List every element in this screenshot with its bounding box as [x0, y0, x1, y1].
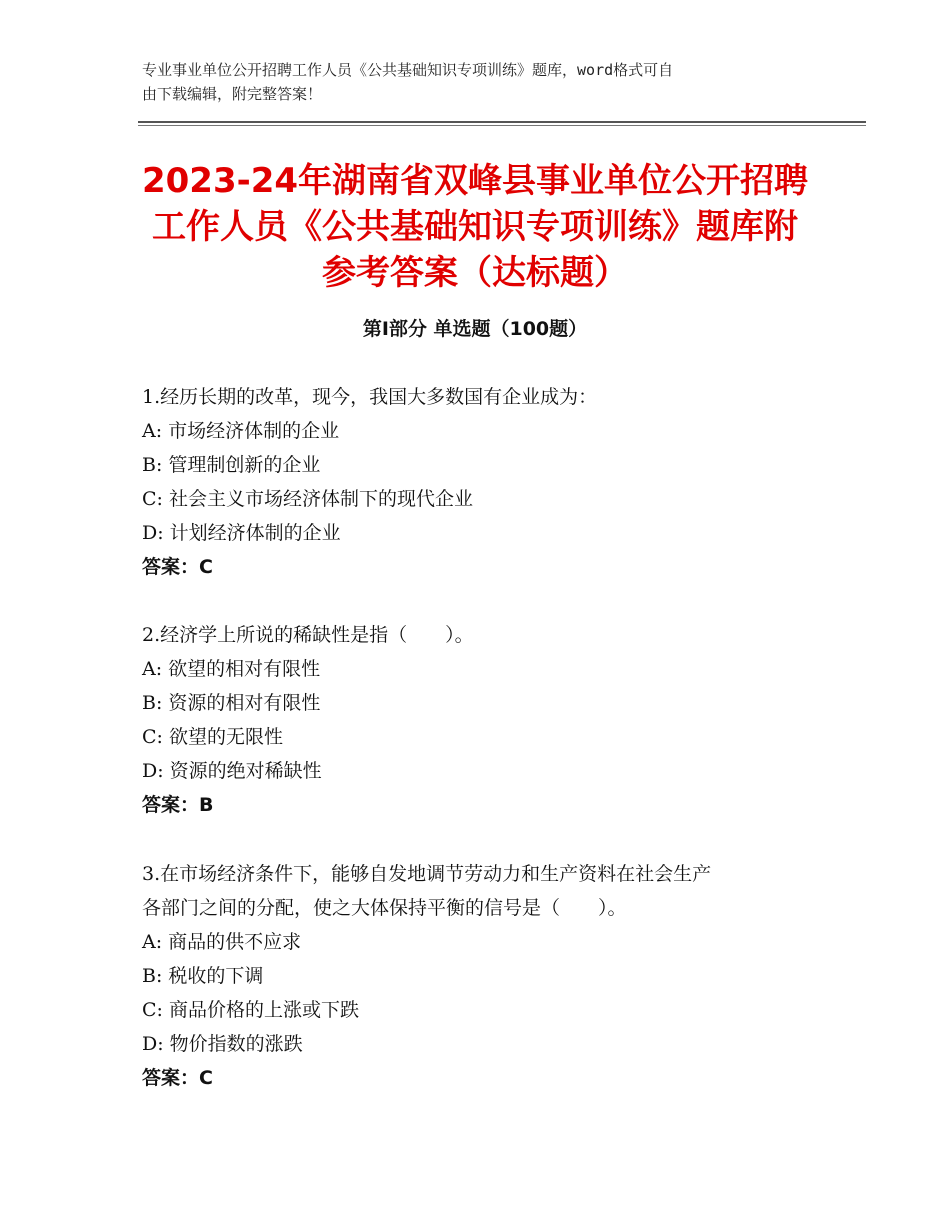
question-3-option-c: C: 商品价格的上涨或下跌: [142, 999, 359, 1021]
header-note-line-2: 由下载编辑，附完整答案！: [142, 85, 323, 103]
header-divider-thin: [138, 125, 866, 126]
question-3: [142, 857, 822, 1095]
document-title-line-2: 工作人员《公共基础知识专项训练》题库附: [152, 207, 798, 247]
header-divider-thick: [138, 121, 866, 123]
document-title: [90, 158, 860, 296]
question-1-stem: 1.经历长期的改革，现今，我国大多数国有企业成为：: [142, 386, 598, 408]
question-1-option-b: B: 管理制创新的企业: [142, 454, 321, 476]
question-3-option-a: A: 商品的供不应求: [142, 931, 302, 953]
question-2-answer: 答案：B: [142, 794, 214, 816]
question-1-option-c: C: 社会主义市场经济体制下的现代企业: [142, 488, 473, 510]
header-note: [142, 58, 822, 106]
question-3-answer: 答案：C: [142, 1067, 213, 1089]
question-2-option-a: A: 欲望的相对有限性: [142, 658, 321, 680]
document-title-line-3: 参考答案（达标题）: [322, 253, 628, 293]
question-1-answer: 答案：C: [142, 556, 213, 578]
question-3-option-b: B: 税收的下调: [142, 965, 264, 987]
section-title: 第Ⅰ部分 单选题（100题）: [362, 318, 588, 340]
question-3-stem-line-1: 3.在市场经济条件下，能够自发地调节劳动力和生产资料在社会生产: [142, 863, 712, 885]
question-2-option-d: D: 资源的绝对稀缺性: [142, 760, 322, 782]
question-2-stem: 2.经济学上所说的稀缺性是指（ ）。: [142, 624, 474, 646]
question-3-option-d: D: 物价指数的涨跌: [142, 1033, 303, 1055]
question-1-option-a: A: 市场经济体制的企业: [142, 420, 340, 442]
question-1: [142, 380, 822, 584]
question-2-option-b: B: 资源的相对有限性: [142, 692, 321, 714]
question-3-stem-line-2: 各部门之间的分配，使之大体保持平衡的信号是（ ）。: [142, 897, 627, 919]
question-1-option-d: D: 计划经济体制的企业: [142, 522, 341, 544]
header-note-line-1: 专业事业单位公开招聘工作人员《公共基础知识专项训练》题库，word格式可自: [142, 61, 674, 79]
question-2-option-c: C: 欲望的无限性: [142, 726, 283, 748]
question-2: [142, 618, 822, 822]
document-title-line-1: 2023-24年湖南省双峰县事业单位公开招聘: [141, 161, 809, 201]
